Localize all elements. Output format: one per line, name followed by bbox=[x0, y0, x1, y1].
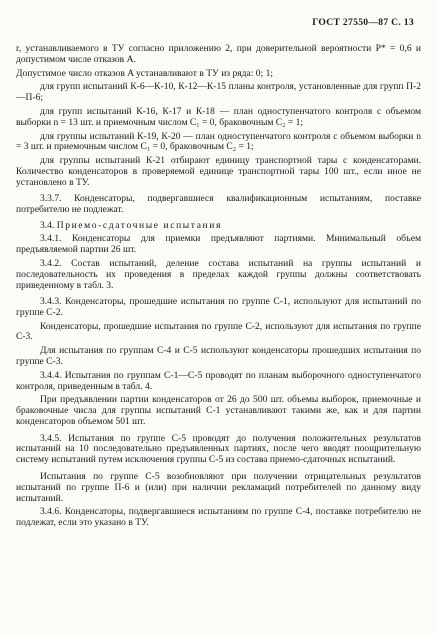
paragraph-6: для группы испытаний К-21 отбирают единицу транспортной тары с конденсаторами. Количество конденсаторов в проверяемой единице транспортной тары 100 шт., если иное не установлено в ТУ. bbox=[16, 155, 421, 188]
section-title: Приемо-сдаточные испытания bbox=[56, 220, 222, 232]
paragraph-3: для групп испытаний К-6—К-10, К-12—К-15 планы контроля, установленные для групп П-2—П-6; bbox=[16, 81, 421, 104]
paragraph-5: для группы испытаний К-19, К-20 — план одноступенчатого контроля с объемом выборки n = 3 шт. и приемочным числом C₁ = 0, браковочным C₂ = 1; bbox=[16, 130, 421, 153]
section-number: 3.4. bbox=[40, 220, 55, 232]
paragraph-2: Допустимое число отказов A устанавливают в ТУ из ряда: 0; 1; bbox=[16, 67, 274, 79]
paragraph-7: 3.3.7. Конденсаторы, подвергавшиеся квалификационным испытаниям, поставке потребителю не подлежат. bbox=[16, 193, 421, 216]
document-body bbox=[16, 44, 421, 532]
paragraph-3-4-5b: Испытания по группе С-5 возобновляют при получении отрицательных результатов испытаний по группе П-6 и (или) при наличии рекламаций потребителей по данному виду испытаний. bbox=[16, 470, 421, 504]
paragraph-3-4-1: 3.4.1. Конденсаторы для приемки предъявляют партиями. Минимальный объем предъявляемой партии 26 шт. bbox=[16, 233, 421, 255]
paragraph-3-4-3c: Для испытания по группам С-4 и С-5 используют конденсаторы прошедших испытания по группе С-3. bbox=[16, 345, 421, 368]
section-heading bbox=[16, 221, 421, 232]
paragraph-3-4-6: 3.4.6. Конденсаторы, подвергавшиеся испытаниям по группе С-4, поставке потребителю не подлежат, если это указано в ТУ. bbox=[16, 506, 421, 529]
page-header: ГОСТ 27550—87 С. 13 bbox=[312, 17, 414, 28]
paragraph-3-4-3: 3.4.3. Конденсаторы, прошедшие испытания по группе С-1, используют для испытаний по группе С-2. bbox=[16, 295, 421, 318]
paragraph-3-4-5: 3.4.5. Испытания по группе С-5 проводят до получения положительных результатов испытаний на 10 последовательно предъявленных партиях, после чего вводят поощрительную систему испытаний путем исключения группы С-5 из состава приемо-сдаточных испытаний. bbox=[16, 432, 421, 466]
paragraph-3-4-3b: Конденсаторы, прошедшие испытания по группе С-2, используют для испытания по группе С-3. bbox=[16, 320, 421, 343]
paragraph-1: r, устанавливаемого в ТУ согласно приложению 2, при доверительной вероятности P* = 0,6 и допустимом числе отказов A. bbox=[16, 43, 421, 65]
paragraph-3-4-4: 3.4.4. Испытания по группам С-1—С-5 проводят по планам выборочного одноступенчатого контроля, приведенным в табл. 4. bbox=[16, 369, 421, 392]
paragraph-4: для групп испытаний К-16, К-17 и К-18 — план одноступенчатого контроля с объемом выборки n = 13 шт. и приемочным числом C₁ = 0, браковочным C₂ = 1; bbox=[16, 105, 421, 128]
paragraph-3-4-2: 3.4.2. Состав испытаний, деление состава испытаний на группы испытаний и последовательность их проведения в пределах каждой группы должны соответствовать приведенному в табл. 3. bbox=[16, 257, 421, 291]
paragraph-3-4-4b: При предъявлении партии конденсаторов от 26 до 500 шт. объемы выборок, приемочные и браковочные числа для группы испытаний С-1 устанавливают такими же, как и для партии конденсаторов объемом 501 шт. bbox=[16, 394, 421, 428]
